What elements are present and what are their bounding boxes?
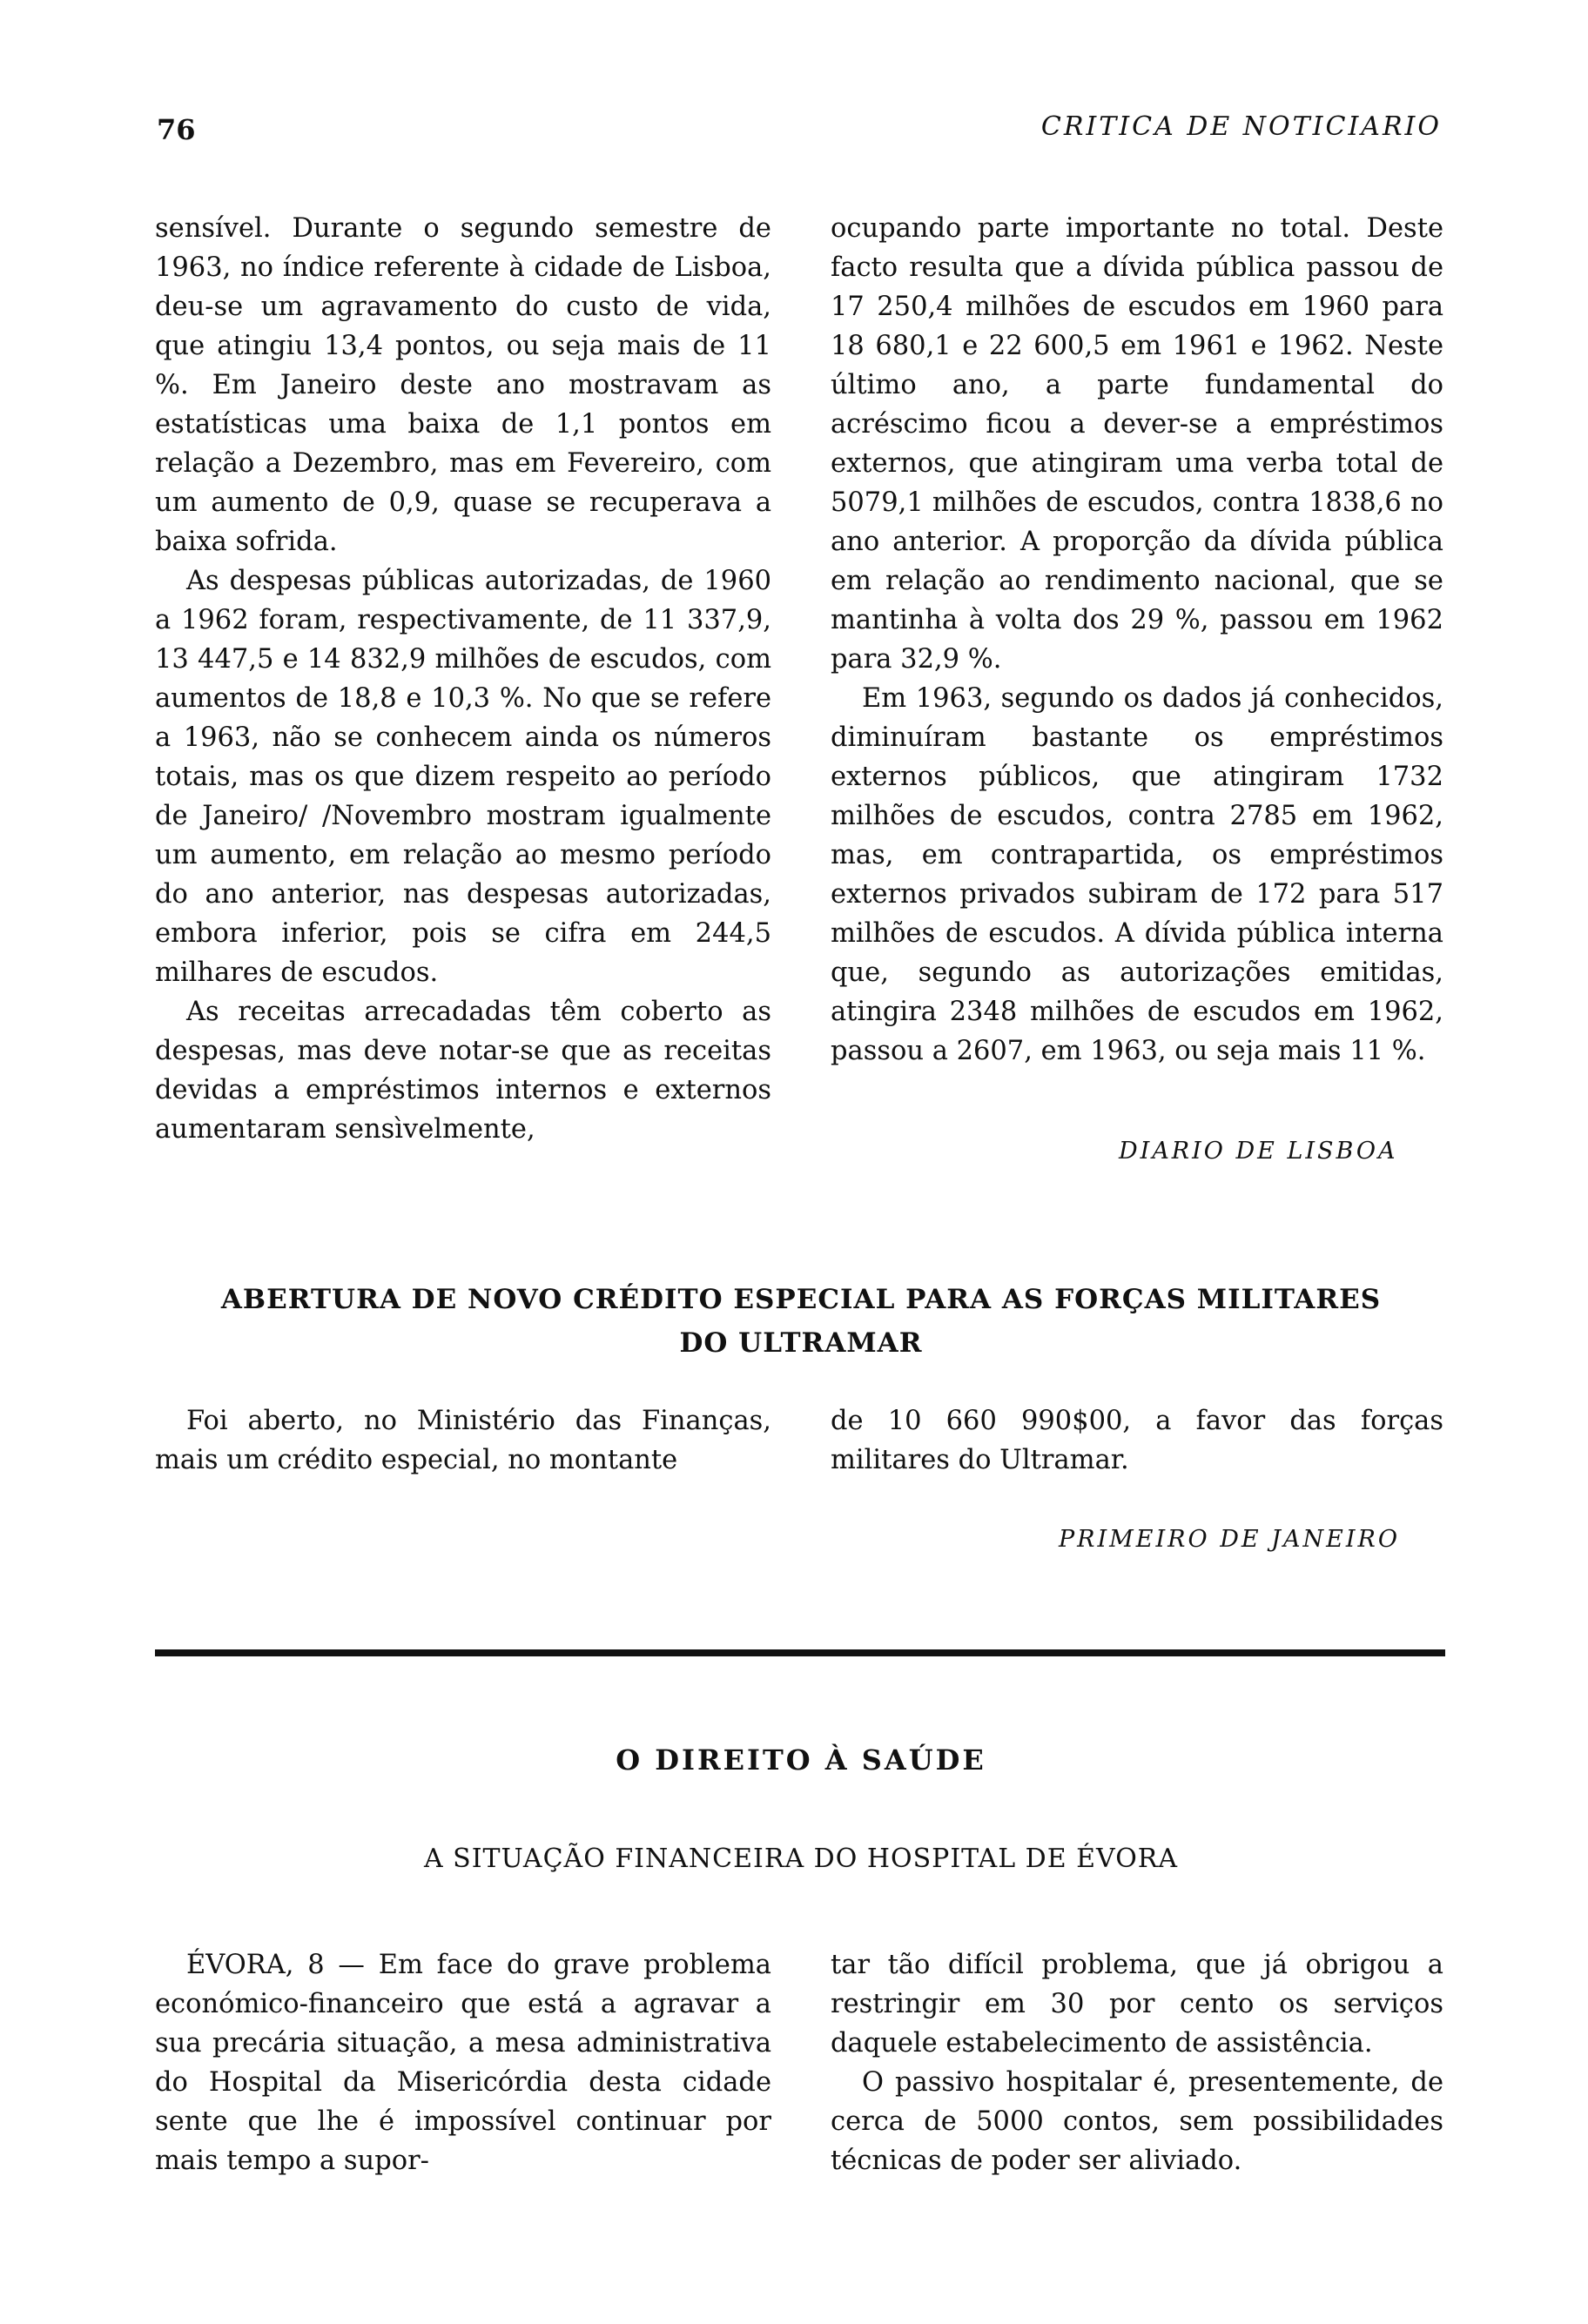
headline-line: DO ULTRAMAR <box>679 1327 923 1359</box>
article1-source: DIARIO DE LISBOA <box>1119 1138 1398 1165</box>
article2-headline <box>148 1278 1454 1365</box>
headline-line: ABERTURA DE NOVO CRÉDITO ESPECIAL PARA AS FORÇAS MILITARES <box>220 1284 1382 1315</box>
article3-paragraph: ÉVORA, 8 — Em face do grave problema económico-financeiro que está a agravar a sua precária situação, a mesa administrativa do Hospital da Misericórdia desta cidade sente que lhe é impossível continuar por mais tempo a supor- <box>155 1950 771 2176</box>
article3-paragraph: O passivo hospitalar é, presentemente, de cerca de 5000 contos, sem possibilidades técnicas de poder ser aliviado. <box>831 2067 1443 2176</box>
running-title: CRITICA DE NOTICIARIO <box>1040 111 1442 142</box>
section-title: O DIREITO À SAÚDE <box>616 1743 986 1777</box>
article1-paragraph: ocupando parte importante no total. Deste facto resulta que a dívida pública passou de 17 250,4 milhões de escudos em 1960 para 18 680,1 e 22 600,5 em 1961 e 1962. Neste último ano, a parte fundamental do acréscimo ficou a dever-se a empréstimos externos, que atingiram uma verba total de 5079,1 milhões de escudos, contra 1838,6 no ano anterior. A proporção da dívida pública em relação ao rendimento nacional, que se mantinha à volta dos 29 %, passou em 1962 para 32,9 %. <box>831 213 1443 675</box>
article3-subtitle: A SITUAÇÃO FINANCEIRA DO HOSPITAL DE ÉVORA <box>423 1844 1179 1874</box>
article1-left-column <box>155 209 771 1149</box>
page-number: 76 <box>157 113 196 146</box>
article2-right-column <box>831 1401 1443 1480</box>
article2-paragraph: Foi aberto, no Ministério das Finanças, mais um crédito especial, no montante <box>155 1406 771 1475</box>
article2-left-column <box>155 1401 771 1480</box>
article1-paragraph: As despesas públicas autorizadas, de 1960 a 1962 foram, respectivamente, de 11 337,9, 13 447,5 e 14 832,9 milhões de escudos, com aumentos de 18,8 e 10,3 %. No que se refere a 1963, não se conhecem ainda os números totais, mas os que dizem respeito ao período de Janeiro/ /Novembro mostram igualmente um aumento, em relação ao mesmo período do ano anterior, nas despesas autorizadas, embora inferior, pois se cifra em 244,5 milhares de escudos. <box>155 566 771 988</box>
article3-paragraph: tar tão difícil problema, que já obrigou a restringir em 30 por cento os serviços daquele estabelecimento de assistência. <box>831 1950 1443 2059</box>
article2-paragraph: de 10 660 990$00, a favor das forças militares do Ultramar. <box>831 1406 1443 1475</box>
article1-paragraph: As receitas arrecadadas têm coberto as despesas, mas deve notar-se que as receitas devidas a empréstimos internos e externos aumentaram sensìvelmente, <box>155 997 771 1145</box>
article3-left-column <box>155 1945 771 2180</box>
article3-right-column <box>831 1945 1443 2180</box>
article1-paragraph: sensível. Durante o segundo semestre de 1963, no índice referente à cidade de Lisboa, deu-se um agravamento do custo de vida, que atingiu 13,4 pontos, ou seja mais de 11 %. Em Janeiro deste ano mostravam as estatísticas uma baixa de 1,1 pontos em relação a Dezembro, mas em Fevereiro, com um aumento de 0,9, quase se recuperava a baixa sofrida. <box>155 213 771 557</box>
article1-right-column <box>831 209 1443 1071</box>
section-divider <box>155 1649 1445 1656</box>
article2-source: PRIMEIRO DE JANEIRO <box>1059 1526 1400 1553</box>
article1-paragraph: Em 1963, segundo os dados já conhecidos, diminuíram bastante os empréstimos externos públicos, que atingiram 1732 milhões de escudos, contra 2785 em 1962, mas, em contrapartida, os empréstimos externos privados subiram de 172 para 517 milhões de escudos. A dívida pública interna que, segundo as autorizações emitidas, atingira 2348 milhões de escudos em 1962, passou a 2607, em 1963, ou seja mais 11 %. <box>831 683 1443 1066</box>
